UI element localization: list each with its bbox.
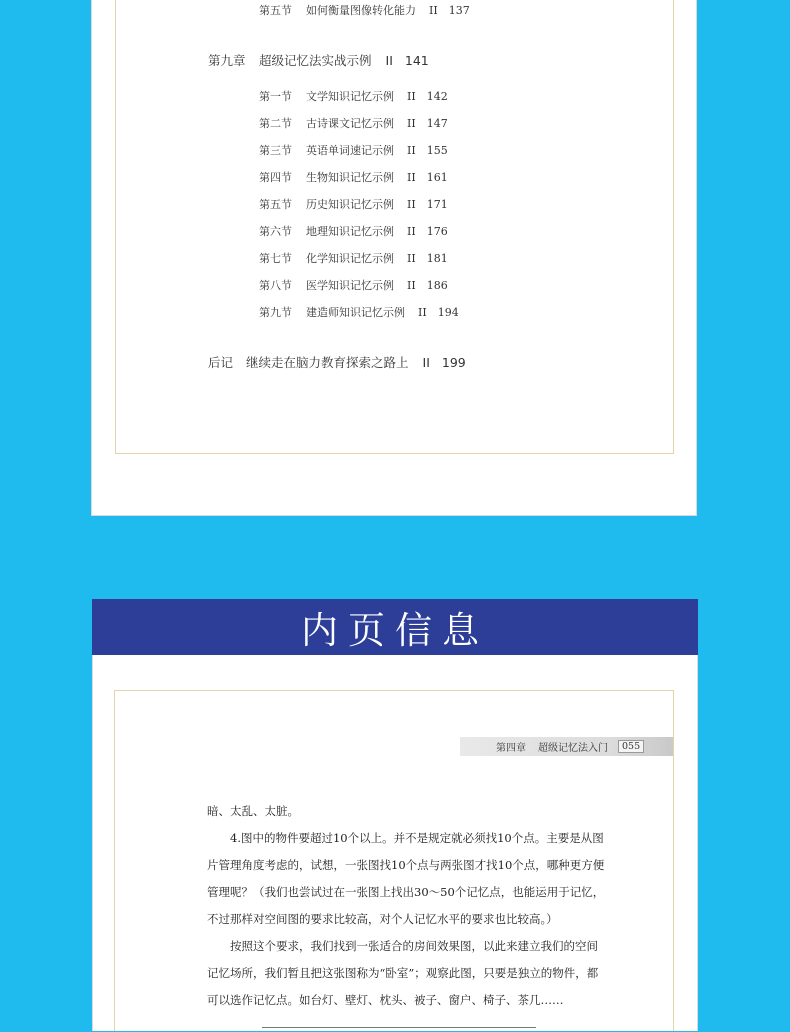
toc-entry-title: 医学知识记忆示例 — [306, 279, 394, 292]
toc-entry-page: 171 — [426, 198, 448, 211]
toc-entry-separator: II — [407, 198, 416, 211]
toc-entry-number: 第五节 — [259, 198, 292, 211]
toc-entry-separator: II — [407, 252, 416, 265]
toc-chapter-number: 第九章 — [208, 53, 246, 68]
toc-entry — [259, 169, 448, 185]
toc-entry-title: 化学知识记忆示例 — [306, 252, 394, 265]
toc-entry-separator: II — [407, 279, 416, 292]
toc-entry-page: 155 — [426, 144, 448, 157]
toc-entry — [259, 223, 448, 239]
section-banner-title: 内页信息 — [301, 609, 489, 652]
toc-entry-separator: II — [418, 306, 427, 319]
toc-entry-number: 第四节 — [259, 171, 292, 184]
toc-entry-separator: II — [429, 4, 438, 17]
toc-entry-title: 如何衡量图像转化能力 — [306, 4, 416, 17]
toc-entry — [259, 115, 448, 131]
toc-entry-number: 第三节 — [259, 144, 292, 157]
running-head-title: 超级记忆法入门 — [538, 743, 608, 754]
running-head-page-number: 055 — [618, 740, 644, 753]
toc-entry-title: 生物知识记忆示例 — [306, 171, 394, 184]
toc-entry-title: 文学知识记忆示例 — [306, 90, 394, 103]
toc-entry-number: 第八节 — [259, 279, 292, 292]
figure-top-edge — [262, 1027, 536, 1032]
toc-afterword-page: 199 — [441, 355, 466, 370]
toc-entry-number: 第五节 — [259, 4, 292, 17]
toc-entry-page: 176 — [426, 225, 448, 238]
toc-afterword-separator: II — [422, 355, 430, 370]
toc-entry-title: 地理知识记忆示例 — [306, 225, 394, 238]
body-paragraph: 暗、太乱、太脏。 — [207, 804, 299, 818]
running-head — [460, 737, 673, 756]
toc-entry-number: 第二节 — [259, 117, 292, 130]
body-paragraph: 按照这个要求，我们找到一张适合的房间效果图，以此来建立我们的空间记忆场所，我们暂且把这张图称为“卧室”；观察此图，只要是独立的物件，都可以选作记忆点。如台灯、壁灯、枕头、被子、窗户、椅子、茶几…… — [207, 939, 599, 1007]
toc-entry-title: 历史知识记忆示例 — [306, 198, 394, 211]
toc-entry — [259, 2, 470, 18]
toc-entry-number: 第一节 — [259, 90, 292, 103]
toc-afterword-label: 后记 — [208, 355, 234, 370]
toc-entry — [259, 277, 448, 293]
toc-chapter-page: 141 — [404, 53, 429, 68]
toc-chapter-separator: II — [385, 53, 393, 68]
toc-entry-separator: II — [407, 225, 416, 238]
toc-entry-title: 古诗课文记忆示例 — [306, 117, 394, 130]
toc-chapter-title: 超级记忆法实战示例 — [259, 53, 372, 68]
toc-entry-page: 147 — [426, 117, 448, 130]
toc-chapter-heading — [208, 51, 429, 69]
toc-entry-page: 194 — [437, 306, 459, 319]
body-text — [207, 798, 607, 1014]
running-head-chapter: 第四章 — [496, 743, 526, 754]
body-paragraph: 4.图中的物件要超过10个以上。并不是规定就必须找10个点。主要是从图片管理角度考虑的，试想，一张图找10个点与两张图才找10个点，哪种更方便管理呢？（我们也尝试过在一张图上找出30～50个记忆点，也能运用于记忆，不过那样对空间图的要求比较高，对个人记忆水平的要求也比较高。） — [207, 831, 605, 926]
toc-entry-separator: II — [407, 90, 416, 103]
toc-entry — [259, 196, 448, 212]
toc-entry-page: 161 — [426, 171, 448, 184]
toc-entry-page: 186 — [426, 279, 448, 292]
section-banner — [92, 599, 698, 655]
toc-entry-separator: II — [407, 171, 416, 184]
toc-entry — [259, 88, 448, 104]
toc-entry-number: 第九节 — [259, 306, 292, 319]
toc-entry-page: 142 — [426, 90, 448, 103]
toc-entry-title: 建造师知识记忆示例 — [306, 306, 405, 319]
toc-entry — [259, 250, 448, 266]
toc-entry-title: 英语单词速记示例 — [306, 144, 394, 157]
toc-entry-separator: II — [407, 144, 416, 157]
toc-entry-separator: II — [407, 117, 416, 130]
toc-entry-page: 137 — [448, 4, 470, 17]
toc-afterword-heading — [208, 353, 466, 371]
toc-entry-page: 181 — [426, 252, 448, 265]
toc-entry — [259, 304, 459, 320]
toc-entry — [259, 142, 448, 158]
toc-entry-number: 第六节 — [259, 225, 292, 238]
toc-afterword-title: 继续走在脑力教育探索之路上 — [246, 355, 409, 370]
toc-entry-number: 第七节 — [259, 252, 292, 265]
